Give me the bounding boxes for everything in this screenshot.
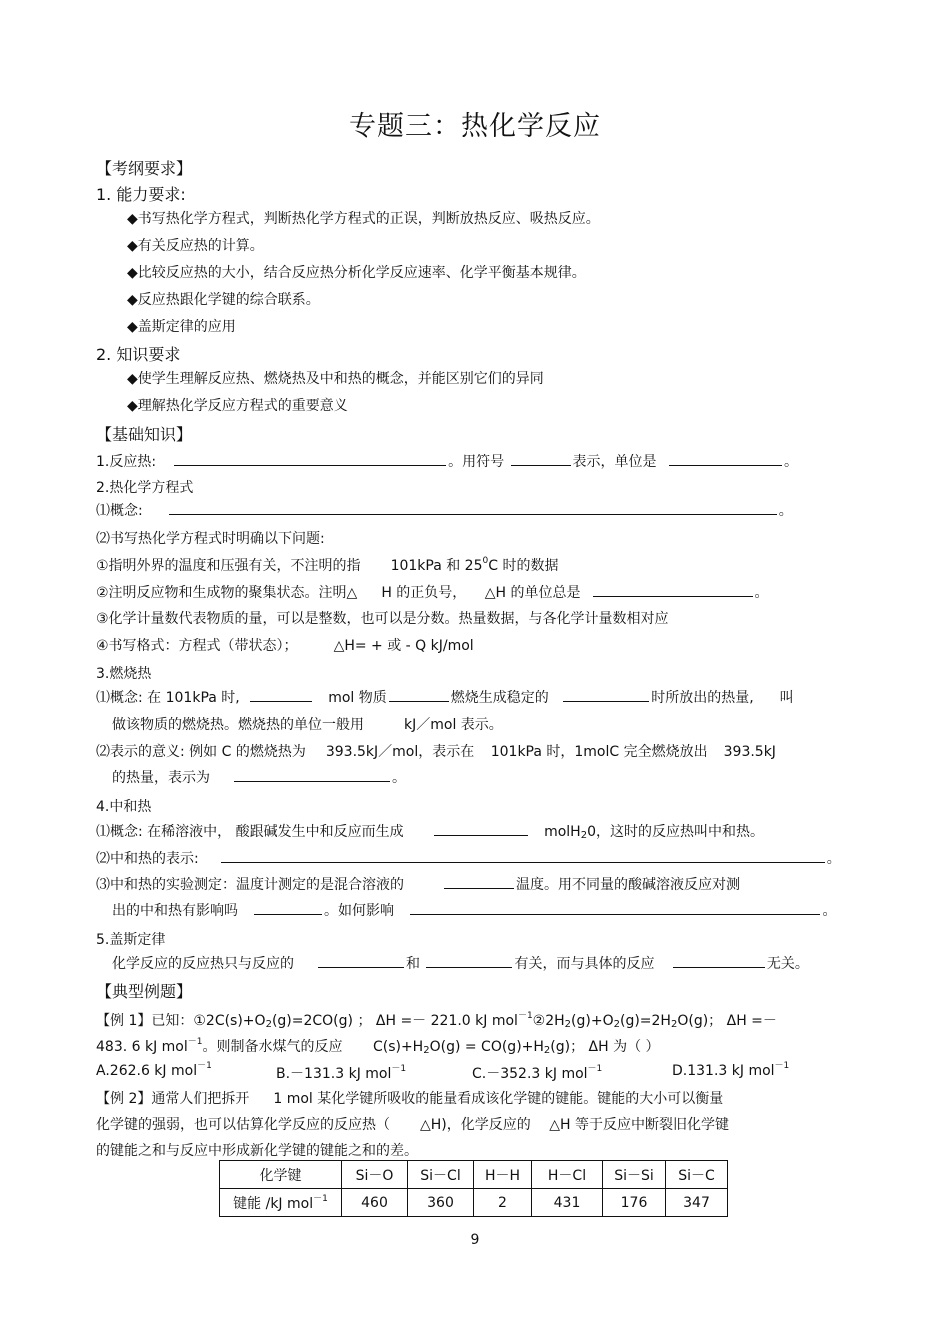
section-dianxing: 【典型例题】: [96, 982, 193, 1001]
table-bond: H－H: [474, 1161, 532, 1189]
answer-blank[interactable]: [254, 900, 322, 915]
line-state: ②注明反应物和生成物的聚集状态。注明△ H 的正负号， △H 的单位总是 。: [96, 582, 769, 602]
table-cell: 2: [474, 1189, 532, 1217]
ability-item: ◆有关反应热的计算。: [127, 238, 264, 254]
answer-blank[interactable]: [434, 821, 528, 836]
line-neutral-experiment: ⑶中和热的实验测定：温度计测定的是混合溶液的 温度。用不同量的酸碱溶液反应对测: [96, 874, 740, 894]
table-cell: 460: [342, 1189, 408, 1217]
table-cell: 347: [666, 1189, 728, 1217]
knowledge-item: ◆使学生理解反应热、燃烧热及中和热的概念，并能区别它们的异同: [127, 371, 544, 387]
answer-blank[interactable]: [174, 451, 446, 466]
table-row-label: 键能 /kJ mol$^{-1}$: [220, 1189, 342, 1217]
line-condition: ①指明外界的温度和压强有关，不注明的指 101kPa 和 $25^0C$ 时的数据: [96, 556, 559, 574]
example2-line1: 【例 2】通常人们把拆开 1 mol 某化学键所吸收的能量看成该化学键的键能。键能的大小可以衡量: [96, 1091, 724, 1107]
answer-blank[interactable]: [444, 874, 514, 889]
line-combustion-concept: ⑴概念: 在 101kPa 时, mol 物质 燃烧生成稳定的 时所放出的热量, 叫: [96, 687, 794, 707]
bond-energy-table: [219, 1160, 728, 1217]
example1-line2: 483. 6 kJ mol$^{-1}$。则制备水煤气的反应 $C(s)+H_2O(g) = CO(g)+H_2(g)$； ΔH 为（ ）: [96, 1037, 660, 1056]
example2-line3: 的键能之和与反应中形成新化学键的键能之和的差。: [96, 1143, 418, 1159]
answer-blank[interactable]: [234, 767, 390, 782]
example2-line2: 化学键的强弱，也可以估算化学反应的反应热（ △H)，化学反应的 △H 等于反应中断裂旧化学键: [96, 1117, 729, 1133]
table-cell: 360: [408, 1189, 474, 1217]
heading-neutralization: 4.中和热: [96, 799, 152, 815]
example1-line1: 【例 1】已知：$①2C(s)+O_2(g)=2CO(g)$ ； ΔH =－ 221.0 kJ $mol^{-1}②2H_2(g)+O_2(g)=2H_2O(g)$； ΔH =－: [96, 1011, 777, 1030]
answer-blank[interactable]: [250, 687, 312, 702]
answer-blank[interactable]: [169, 500, 777, 515]
option-b[interactable]: B.－131.3 kJ mol$^{-1}$: [276, 1064, 407, 1082]
table-bond: Si－C: [666, 1161, 728, 1189]
line-format: ④书写格式：方程式（带状态）； △H= + 或 - Q kJ/mol: [96, 638, 474, 654]
ability-item: ◆书写热化学方程式，判断热化学方程式的正误，判断放热反应、吸热反应。: [127, 211, 600, 227]
heading-thermo-equation: 2.热化学方程式: [96, 480, 194, 496]
table-bond: Si－Si: [603, 1161, 666, 1189]
heading-combustion: 3.燃烧热: [96, 666, 152, 682]
answer-blank[interactable]: [221, 848, 825, 863]
line-reaction-heat: 1.反应热: 。用符号 表示，单位是 。: [96, 451, 798, 471]
line-hess: 化学反应的反应热只与反应的 和 有关，而与具体的反应 无关。: [112, 953, 809, 973]
ability-heading: 1. 能力要求:: [96, 185, 186, 204]
table-row: [220, 1189, 728, 1217]
line-neutral-concept: ⑴概念: 在稀溶液中， 酸跟碱发生中和反应而生成 molH$_2$0，这时的反应热叫中和热。: [96, 821, 764, 841]
page-title: 专题三：热化学反应: [349, 111, 601, 142]
answer-blank[interactable]: [669, 451, 782, 466]
page-number: 9: [470, 1232, 480, 1248]
answer-blank[interactable]: [410, 900, 820, 915]
knowledge-heading: 2. 知识要求: [96, 345, 181, 364]
ability-item: ◆比较反应热的大小，结合反应热分析化学反应速率、化学平衡基本规律。: [127, 265, 586, 281]
answer-blank[interactable]: [426, 953, 512, 968]
answer-blank[interactable]: [389, 687, 449, 702]
line-combustion-meaning: ⑵表示的意义: 例如 C 的燃烧热为 393.5kJ／mol，表示在 101kPa 时，1molC 完全燃烧放出 393.5kJ: [96, 744, 776, 760]
answer-blank[interactable]: [673, 953, 765, 968]
table-bond: Si－O: [342, 1161, 408, 1189]
ability-item: ◆反应热跟化学键的综合联系。: [127, 292, 320, 308]
line-issues: ⑵书写热化学方程式时明确以下问题:: [96, 531, 325, 547]
section-jichu: 【基础知识】: [96, 425, 193, 444]
table-bond: Si－Cl: [408, 1161, 474, 1189]
answer-blank[interactable]: [511, 451, 571, 466]
ability-item: ◆盖斯定律的应用: [127, 319, 236, 335]
table-cell: 176: [603, 1189, 666, 1217]
answer-blank[interactable]: [593, 582, 753, 597]
line-concept: ⑴概念: 。: [96, 500, 793, 520]
option-c[interactable]: C.－352.3 kJ mol$^{-1}$: [472, 1064, 603, 1082]
line-neutral-effect: 出的中和热有影响吗 。如何影响 。: [112, 900, 836, 920]
line-combustion-express: 的热量，表示为 。: [112, 767, 406, 787]
knowledge-item: ◆理解热化学反应方程式的重要意义: [127, 398, 348, 414]
section-kaogang: 【考纲要求】: [96, 159, 193, 178]
table-cell: 431: [532, 1189, 603, 1217]
line-combustion-unit: 做该物质的燃烧热。燃烧热的单位一般用 kJ／mol 表示。: [112, 717, 503, 733]
answer-blank[interactable]: [563, 687, 649, 702]
line-coefficient: ③化学计量数代表物质的量，可以是整数，也可以是分数。热量数据，与各化学计量数相对应: [96, 611, 669, 627]
option-a[interactable]: A.262.6 kJ mol$^{-1}$: [96, 1061, 212, 1079]
table-header-row: [220, 1161, 728, 1189]
option-d[interactable]: D.131.3 kJ mol$^{-1}$: [672, 1061, 790, 1079]
table-header-label: 化学键: [220, 1161, 342, 1189]
heading-hess: 5.盖斯定律: [96, 932, 166, 948]
line-neutral-express: ⑵中和热的表示: 。: [96, 848, 841, 868]
answer-blank[interactable]: [318, 953, 404, 968]
table-bond: H－Cl: [532, 1161, 603, 1189]
